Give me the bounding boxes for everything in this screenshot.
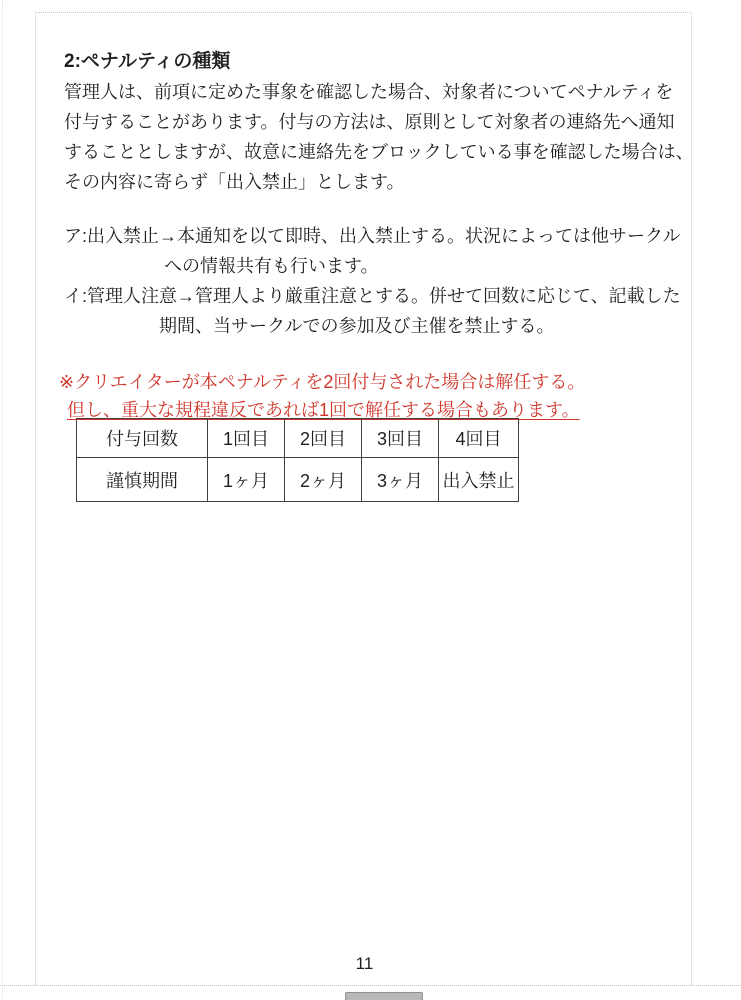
page-bottom-separator: [0, 985, 741, 986]
penalty-list: [64, 221, 681, 341]
penalty-table: [76, 418, 519, 502]
table-cell: 4回目: [439, 419, 519, 458]
bottom-toolbar-partial[interactable]: [345, 992, 423, 1000]
table-cell: 付与回数: [77, 419, 208, 458]
paragraph-line: 管理人は、前項に定めた事象を確認した場合、対象者についてペナルティを: [64, 82, 674, 102]
list-item-b-line: 期間、当サークルでの参加及び主催を禁止する。: [159, 316, 555, 336]
table-cell: 3回目: [362, 419, 439, 458]
list-item-b-line: イ:管理人注意→管理人より厳重注意とする。併せて回数に応じて、記載した: [64, 286, 681, 306]
page-number: 11: [355, 954, 374, 973]
table-cell: 1回目: [208, 419, 285, 458]
list-item-a-line: ア:出入禁止→本通知を以て即時、出入禁止する。状況によっては他サークル: [64, 226, 681, 246]
table-cell: 3ヶ月: [362, 458, 439, 502]
paragraph-line: その内容に寄らず「出入禁止」とします。: [64, 172, 405, 192]
table-row: [77, 419, 519, 458]
section-heading: 2:ペナルティの種類: [64, 51, 231, 72]
table-cell: 謹慎期間: [77, 458, 208, 502]
document-page: [35, 12, 692, 985]
table-cell: 2ヶ月: [285, 458, 362, 502]
paragraph-line: することとしますが、故意に連絡先をブロックしている事を確認した場合は、: [64, 142, 694, 162]
red-note-underlined-line: 但し、重大な規程違反であれば1回で解任する場合もあります。: [67, 400, 580, 420]
viewport-edge-line: [2, 0, 3, 1000]
table-cell: 2回目: [285, 419, 362, 458]
red-note-line: ※クリエイターが本ペナルティを2回付与された場合は解任する。: [59, 372, 586, 392]
list-item-a-line: への情報共有も行います。: [164, 256, 379, 276]
table-cell: 出入禁止: [439, 458, 519, 502]
paragraph-line: 付与することがあります。付与の方法は、原則として対象者の連絡先へ通知: [64, 112, 675, 132]
intro-paragraph: [64, 77, 694, 197]
table-cell: 1ヶ月: [208, 458, 285, 502]
table-row: [77, 458, 519, 502]
